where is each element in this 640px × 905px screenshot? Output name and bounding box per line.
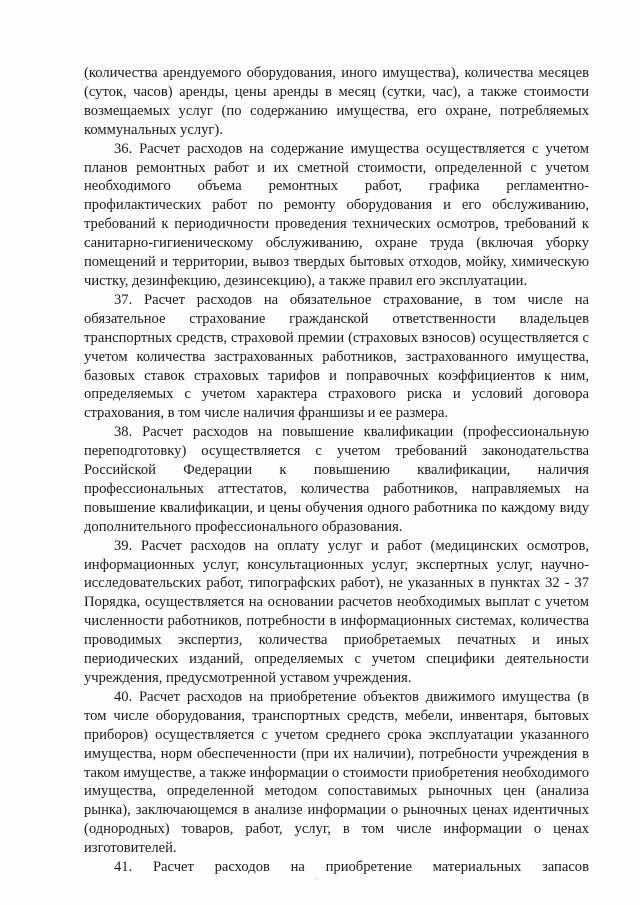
document-body xyxy=(84,64,589,877)
scan-speck xyxy=(316,878,318,879)
paragraph-37: 37. Расчет расходов на обязательное страхование, в том числе на обязательное страхование гражданской ответственности владельцев транспортных средств, страховой премии (страховых взносов) осуществляется с учетом количества застрахованных работников, застрахованного имущества, базовых ставок страховых тарифов и поправочных коэффициентов к ним, определяемых с учетом характера страхового риска и условий договора страхования, в том числе наличия франшизы и ее размера. xyxy=(84,291,589,422)
paragraph-40: 40. Расчет расходов на приобретение объектов движимого имущества (в том числе оборудования, транспортных средств, мебели, инвентаря, бытовых приборов) осуществляется с учетом среднего срока эксплуатации указанного имущества, норм обеспеченности (при их наличии), потребности учреждения в таком имуществе, а также информации о стоимости приобретения необходимого имущества, определенной методом сопоставимых рыночных цен (анализа рынка), заключающемся в анализе информации о рыночных ценах идентичных (однородных) товаров, работ, услуг, в том числе информации о ценах изготовителей. xyxy=(84,688,589,857)
paragraph-35-continuation: (количества арендуемого оборудования, иного имущества), количества месяцев (суток, часов) аренды, цены аренды в месяц (сутки, час), а также стоимости возмещаемых услуг (по содержанию имущества, его охране, потребляемых коммунальных услуг). xyxy=(84,65,589,138)
paragraph-38: 38. Расчет расходов на повышение квалификации (профессиональную переподготовку) осуществляется с учетом требований законодательства Российской Федерации к повышению квалификации, наличия профессиональных аттестатов, количества работников, направляемых на повышение квалификации, и цены обучения одного работника по каждому виду дополнительного профессионального образования. xyxy=(84,424,589,535)
paragraph-41-start: 41. Расчет расходов на приобретение материальных запасов xyxy=(114,859,589,876)
paragraph-39: 39. Расчет расходов на оплату услуг и работ (медицинских осмотров, информационных услуг, консультационных услуг, экспертных услуг, научно-исследовательских работ, типографских работ), не указанных в пунктах 32 - 37 Порядка, осуществляется на основании расчетов необходимых выплат с учетом численности работников, потребности в информационных системах, количества проводимых экспертиз, количества приобретаемых печатных и иных периодических изданий, определяемых с учетом специфики деятельности учреждения, предусмотренной уставом учреждения. xyxy=(84,537,589,686)
paragraph-36: 36. Расчет расходов на содержание имущества осуществляется с учетом планов ремонтных работ и их сметной стоимости, определенной с учетом необходимого объема ремонтных работ, графика регламентно-профилактических работ по ремонту оборудования и его обслуживанию, требований к периодичности проведения технических осмотров, требований к санитарно-гигиеническому обслуживанию, охране труда (включая уборку помещений и территории, вывоз твердых бытовых отходов, мойку, химическую чистку, дезинфекцию, дезинсекцию), а также правил его эксплуатации. xyxy=(84,140,589,289)
